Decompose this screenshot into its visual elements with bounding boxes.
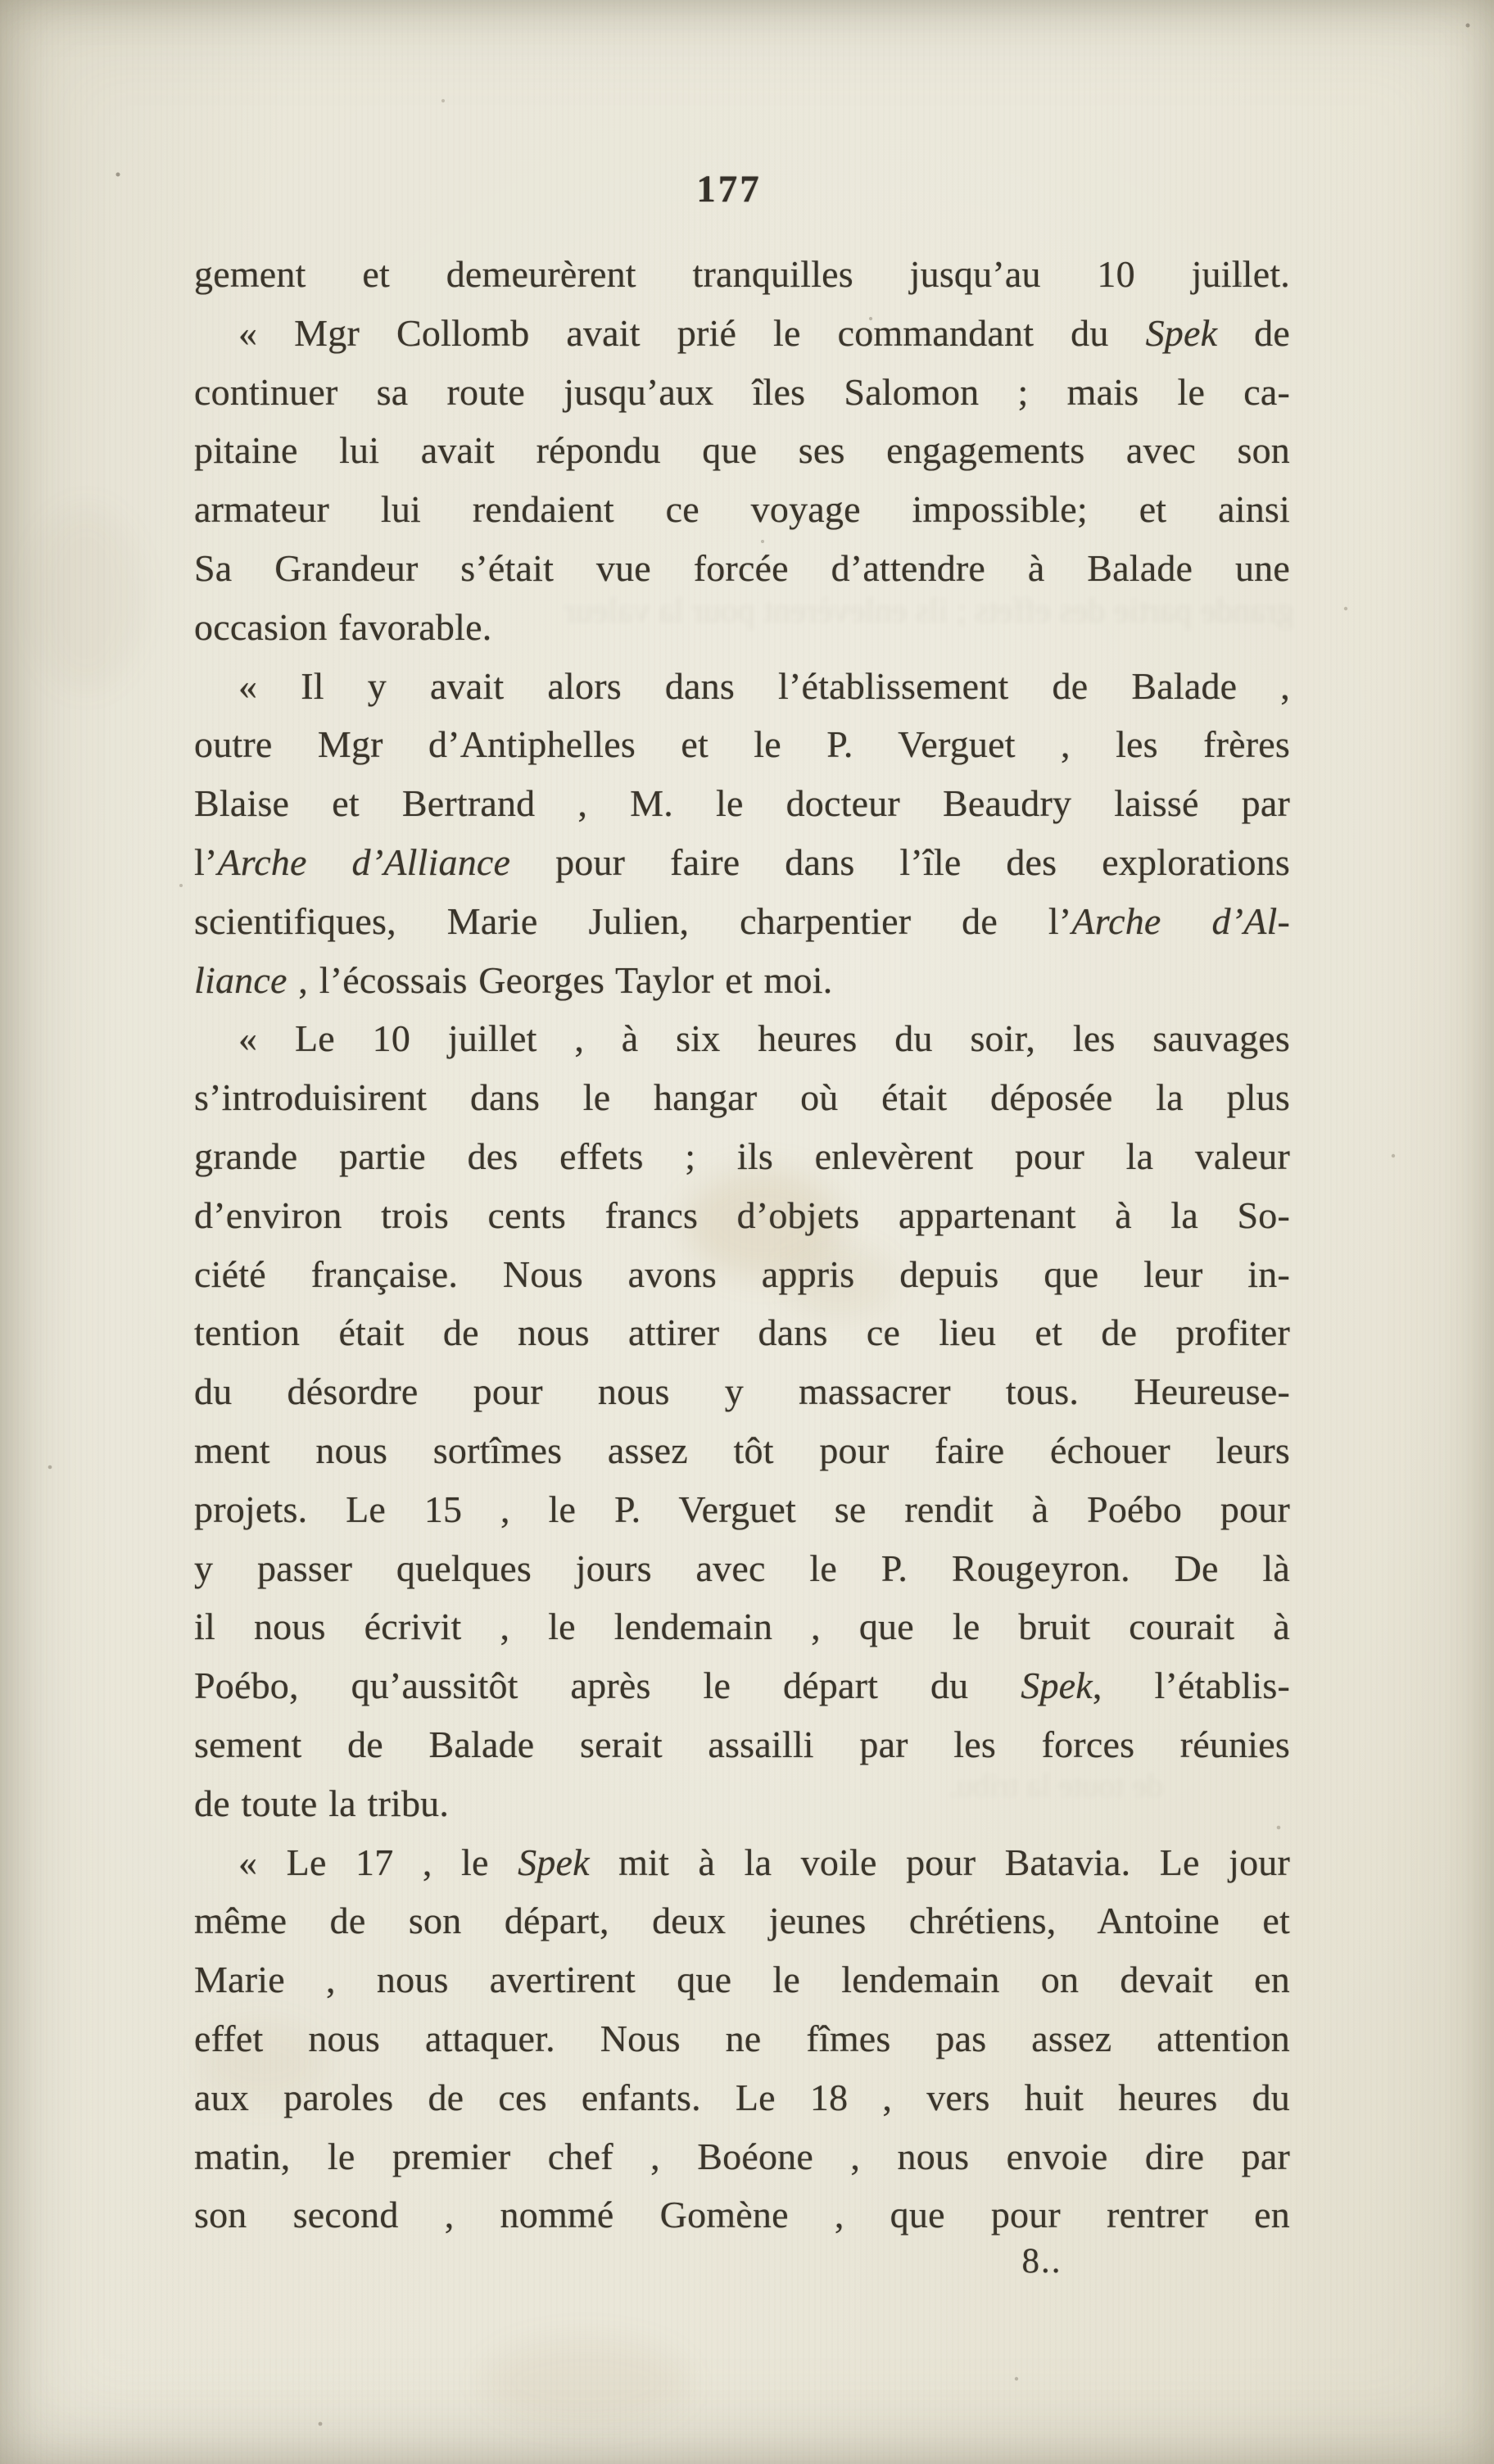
text-line [194, 421, 1290, 480]
text-line [194, 2068, 1290, 2127]
text-segment: Blaise et Bertrand , M. le docteur Beaudry laissé par [194, 782, 1290, 825]
text-segment: l’ [194, 840, 218, 883]
text-line [194, 1539, 1290, 1598]
text-segment: , l’établis- [1092, 1665, 1290, 1707]
text-line [194, 1774, 1290, 1833]
text-line [194, 833, 1290, 892]
text-segment: grande partie des effets ; ils enlevèrent pour la valeur [194, 1135, 1290, 1177]
text-segment: gement et demeurèrent tranquilles jusqu’au 10 juillet. [194, 253, 1290, 295]
text-line [194, 480, 1290, 539]
text-segment: il nous écrivit , le lendemain , que le bruit courait à [194, 1606, 1290, 1648]
italic-text-segment: Arche d’Alliance [217, 840, 511, 883]
text-segment: pitaine lui avait répondu que ses engagements avec son [194, 429, 1290, 472]
text-segment: ment nous sortîmes assez tôt pour faire échouer leurs [194, 1429, 1290, 1471]
text-segment: de [1217, 311, 1290, 354]
page-number: 177 [696, 168, 762, 211]
text-segment: effet nous attaquer. Nous ne fîmes pas assez attention [194, 2017, 1290, 2059]
text-segment: projets. Le 15 , le P. Verguet se rendit à Poébo pour [194, 1488, 1290, 1530]
text-line [194, 363, 1290, 422]
text-line [194, 539, 1290, 598]
text-column [194, 245, 1290, 2244]
text-segment: « Le 17 , le [238, 1841, 518, 1883]
text-line [194, 1068, 1290, 1127]
paper-specks [0, 0, 2, 2]
text-line [194, 304, 1290, 363]
text-line [194, 2185, 1290, 2244]
text-line [194, 598, 1290, 657]
text-line [194, 715, 1290, 774]
text-segment: Sa Grandeur s’était vue forcée d’attendre à Balade une [194, 546, 1290, 589]
text-line [194, 2127, 1290, 2186]
text-line [194, 1245, 1290, 1304]
text-segment: « Mgr Collomb avait prié le commandant du [238, 311, 1146, 354]
italic-text-segment: Spek [1021, 1665, 1093, 1707]
text-line [194, 1597, 1290, 1656]
text-segment: occasion favorable. [194, 605, 492, 648]
text-line [194, 1186, 1290, 1245]
paper-stain [483, 2339, 688, 2425]
italic-text-segment: Arche d’Al- [1071, 899, 1290, 942]
text-segment: Poébo, qu’aussitôt après le départ du [194, 1665, 1021, 1707]
text-line [194, 1656, 1290, 1715]
text-line [194, 657, 1290, 716]
text-line [194, 1833, 1290, 1892]
show-through-ghost-text: de toute la tribu. [948, 1767, 1163, 1804]
text-line [194, 951, 1290, 1010]
text-line [194, 1715, 1290, 1774]
text-line [194, 1480, 1290, 1539]
text-segment: continuer sa route jusqu’aux îles Salomon ; mais le ca- [194, 370, 1290, 413]
text-segment: outre Mgr d’Antiphelles et le P. Verguet , les frères [194, 723, 1290, 766]
show-through-ghost-text: grande partie des effets ; ils enlevèrent pour la valeur [564, 592, 1294, 630]
text-segment: même de son départ, deux jeunes chrétiens, Antoine et [194, 1900, 1290, 1942]
text-segment: scientifiques, Marie Julien, charpentier de l’ [194, 899, 1072, 942]
text-line [194, 774, 1290, 833]
text-segment: s’introduisirent dans le hangar où était déposée la plus [194, 1076, 1290, 1119]
text-segment: son second , nommé Gomène , que pour rentrer en [194, 2194, 1290, 2236]
text-line [194, 1009, 1290, 1068]
text-segment: matin, le premier chef , Boéone , nous envoie dire par [194, 2135, 1290, 2177]
text-line [194, 245, 1290, 304]
text-segment: aux paroles de ces enfants. Le 18 , vers huit heures du [194, 2076, 1290, 2118]
italic-text-segment: Spek [518, 1841, 590, 1883]
text-segment: mit à la voile pour Batavia. Le jour [589, 1841, 1290, 1883]
text-segment: y passer quelques jours avec le P. Rougeyron. De là [194, 1547, 1290, 1589]
text-line [194, 892, 1290, 951]
text-segment: du désordre pour nous y massacrer tous. Heureuse- [194, 1370, 1290, 1413]
text-segment: , l’écossais Georges Taylor et moi. [287, 958, 833, 1001]
text-segment: « Le 10 juillet , à six heures du soir, les sauvages [238, 1017, 1290, 1060]
text-line [194, 1891, 1290, 1950]
text-segment: « Il y avait alors dans l’établissement de Balade , [238, 664, 1290, 707]
italic-text-segment: Spek [1145, 311, 1218, 354]
text-line [194, 1303, 1290, 1362]
text-segment: de toute la tribu. [194, 1782, 450, 1824]
paper-stain [33, 508, 139, 688]
signature-mark: 8.. [1021, 2242, 1062, 2281]
text-segment: sement de Balade serait assailli par les forces réunies [194, 1723, 1290, 1765]
text-segment: Marie , nous avertirent que le lendemain on devait en [194, 1959, 1290, 2001]
text-line [194, 1950, 1290, 2009]
text-segment: pour faire dans l’île des explorations [510, 840, 1290, 883]
text-segment: ciété française. Nous avons appris depuis que leur in- [194, 1252, 1290, 1295]
text-line [194, 2009, 1290, 2068]
text-segment: armateur lui rendaient ce voyage impossible; et ainsi [194, 488, 1290, 531]
italic-text-segment: liance [194, 958, 287, 1001]
text-line [194, 1127, 1290, 1186]
text-segment: tention était de nous attirer dans ce lieu et de profiter [194, 1311, 1290, 1354]
text-line [194, 1421, 1290, 1480]
text-segment: d’environ trois cents francs d’objets appartenant à la So- [194, 1194, 1290, 1236]
text-line [194, 1362, 1290, 1421]
